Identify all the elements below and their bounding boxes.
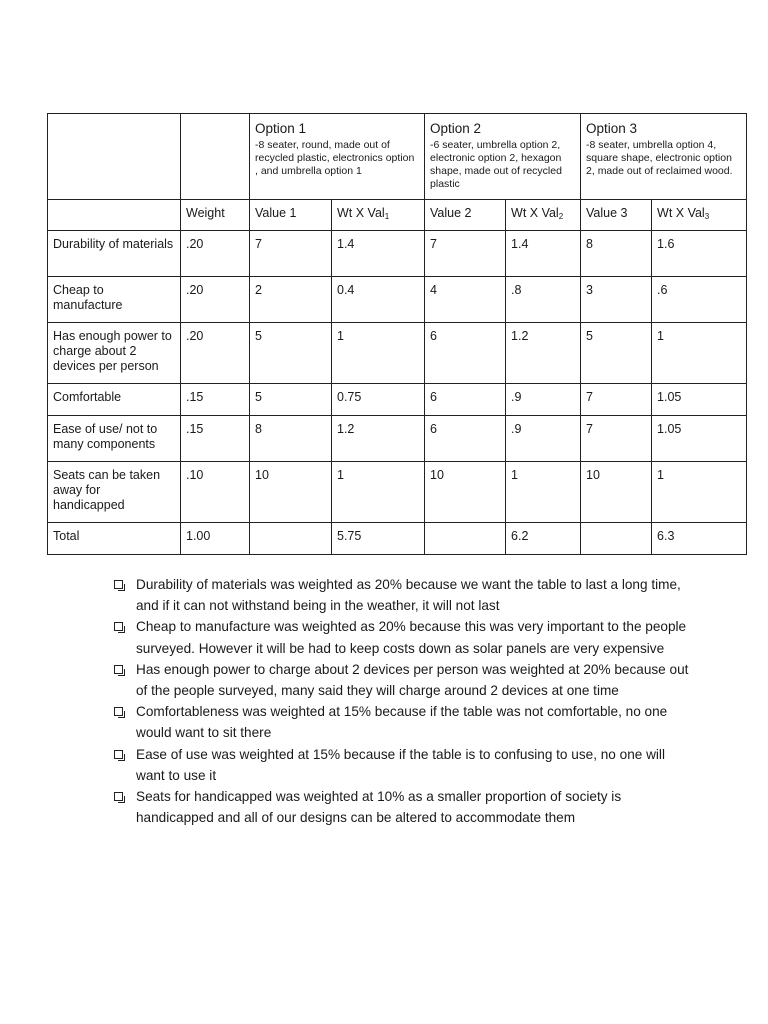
note-text: Has enough power to charge about 2 devices per person was weighted at 20% because out of the people surveyed, many said they will charge around 2 devices at one time: [136, 661, 689, 699]
total-value-3-cell: [581, 523, 652, 555]
total-value-1-cell: [250, 523, 332, 555]
wt-val-2-cell: 1.4: [506, 231, 581, 277]
total-weight-cell: 1.00: [181, 523, 250, 555]
option-3-header: [581, 114, 747, 200]
wt-val-1-cell: 1.2: [332, 416, 425, 462]
option-1-description: -8 seater, round, made out of recycled plastic, electronics option , and umbrella option 1: [255, 139, 415, 177]
list-item: [114, 574, 694, 616]
decision-matrix-table: [47, 113, 747, 555]
checkbox-bullet-icon: [114, 580, 123, 589]
wt-x-val-3-subscript: 3: [704, 212, 710, 221]
value-1-cell: 5: [250, 384, 332, 416]
checkbox-bullet-icon: [114, 707, 123, 716]
value-1-cell: 10: [250, 462, 332, 523]
list-item: [114, 744, 694, 786]
total-row: [48, 523, 747, 555]
option-1-header: [250, 114, 425, 200]
wt-val-2-cell: .9: [506, 416, 581, 462]
wt-x-val-3-label: Wt X Val: [657, 206, 705, 220]
wt-x-val-1-subscript: 1: [384, 212, 390, 221]
total-label: Total: [48, 523, 181, 555]
value-2-cell: 10: [425, 462, 506, 523]
empty-corner-cell: [48, 114, 181, 200]
value-3-cell: 7: [581, 416, 652, 462]
wt-val-2-cell: .9: [506, 384, 581, 416]
weight-header: Weight: [181, 200, 250, 231]
wt-x-val-1-label: Wt X Val: [337, 206, 385, 220]
weight-cell: .20: [181, 231, 250, 277]
wt-val-1-cell: 1: [332, 462, 425, 523]
total-wt-val-2-cell: 6.2: [506, 523, 581, 555]
column-header-row: [48, 200, 747, 231]
criterion-cell: Ease of use/ not to many components: [48, 416, 181, 462]
value-3-header: Value 3: [581, 200, 652, 231]
list-item: [114, 616, 694, 658]
value-3-cell: 5: [581, 323, 652, 384]
value-2-cell: 6: [425, 384, 506, 416]
criterion-cell: Has enough power to charge about 2 devices per person: [48, 323, 181, 384]
weight-cell: .20: [181, 277, 250, 323]
value-3-cell: 7: [581, 384, 652, 416]
table-row: [48, 416, 747, 462]
wt-val-2-cell: .8: [506, 277, 581, 323]
list-item: [114, 786, 694, 828]
table-row: [48, 277, 747, 323]
criterion-cell: Seats can be taken away for handicapped: [48, 462, 181, 523]
criterion-cell: Comfortable: [48, 384, 181, 416]
note-text: Seats for handicapped was weighted at 10% as a smaller proportion of society is handicapped and all of our designs can be altered to accommodate them: [136, 789, 622, 826]
wt-x-val-3-header: [652, 200, 747, 231]
note-text: Durability of materials was weighted as 20% because we want the table to last a long time, and if it can not withstand being in the weather, it will not last: [136, 577, 681, 614]
value-1-header: Value 1: [250, 200, 332, 231]
wt-val-3-cell: 1: [652, 462, 747, 523]
wt-val-3-cell: 1: [652, 323, 747, 384]
value-2-cell: 4: [425, 277, 506, 323]
table-row: [48, 462, 747, 523]
criterion-cell: Cheap to manufacture: [48, 277, 181, 323]
total-value-2-cell: [425, 523, 506, 555]
criterion-cell: Durability of materials: [48, 231, 181, 277]
weight-cell: .20: [181, 323, 250, 384]
note-text: Cheap to manufacture was weighted as 20% because this was very important to the people surveyed. However it will be had to keep costs down as solar panels are very expensive: [136, 619, 687, 656]
list-item: [114, 659, 694, 701]
wt-x-val-1-header: [332, 200, 425, 231]
wt-val-3-cell: 1.6: [652, 231, 747, 277]
wt-val-2-cell: 1: [506, 462, 581, 523]
checkbox-bullet-icon: [114, 792, 123, 801]
total-wt-val-1-cell: 5.75: [332, 523, 425, 555]
wt-x-val-2-subscript: 2: [558, 212, 564, 221]
table-row: [48, 323, 747, 384]
weight-cell: .15: [181, 384, 250, 416]
value-2-cell: 6: [425, 323, 506, 384]
wt-val-1-cell: 0.4: [332, 277, 425, 323]
value-3-cell: 3: [581, 277, 652, 323]
value-1-cell: 8: [250, 416, 332, 462]
table-row: [48, 384, 747, 416]
list-item: [114, 701, 694, 743]
option-1-title: Option 1: [255, 121, 307, 136]
weight-cell: .15: [181, 416, 250, 462]
wt-val-1-cell: 0.75: [332, 384, 425, 416]
weight-cell: .10: [181, 462, 250, 523]
total-wt-val-3-cell: 6.3: [652, 523, 747, 555]
wt-x-val-2-header: [506, 200, 581, 231]
wt-val-2-cell: 1.2: [506, 323, 581, 384]
weighting-notes-list: [114, 574, 694, 828]
value-3-cell: 10: [581, 462, 652, 523]
wt-val-3-cell: 1.05: [652, 384, 747, 416]
table-row: [48, 231, 747, 277]
value-2-cell: 6: [425, 416, 506, 462]
option-3-description: -8 seater, umbrella option 4, square shape, electronic option 2, made out of reclaimed wood.: [586, 139, 733, 177]
empty-weight-header-cell: [181, 114, 250, 200]
value-3-cell: 8: [581, 231, 652, 277]
checkbox-bullet-icon: [114, 665, 123, 674]
wt-val-1-cell: 1: [332, 323, 425, 384]
wt-val-1-cell: 1.4: [332, 231, 425, 277]
value-1-cell: 5: [250, 323, 332, 384]
checkbox-bullet-icon: [114, 750, 123, 759]
option-2-title: Option 2: [430, 121, 482, 136]
option-2-header: [425, 114, 581, 200]
checkbox-bullet-icon: [114, 622, 123, 631]
option-2-description: -6 seater, umbrella option 2, electronic option 2, hexagon shape, made out of recycled plastic: [430, 139, 562, 190]
options-header-row: [48, 114, 747, 200]
wt-x-val-2-label: Wt X Val: [511, 206, 559, 220]
value-1-cell: 7: [250, 231, 332, 277]
value-1-cell: 2: [250, 277, 332, 323]
option-3-title: Option 3: [586, 121, 638, 136]
wt-val-3-cell: .6: [652, 277, 747, 323]
note-text: Ease of use was weighted at 15% because if the table is to confusing to use, no one will want to use it: [136, 746, 665, 783]
wt-val-3-cell: 1.05: [652, 416, 747, 462]
empty-criterion-header-cell: [48, 200, 181, 231]
value-2-header: Value 2: [425, 200, 506, 231]
value-2-cell: 7: [425, 231, 506, 277]
note-text: Comfortableness was weighted at 15% because if the table was not comfortable, no one would want to sit there: [136, 704, 668, 741]
